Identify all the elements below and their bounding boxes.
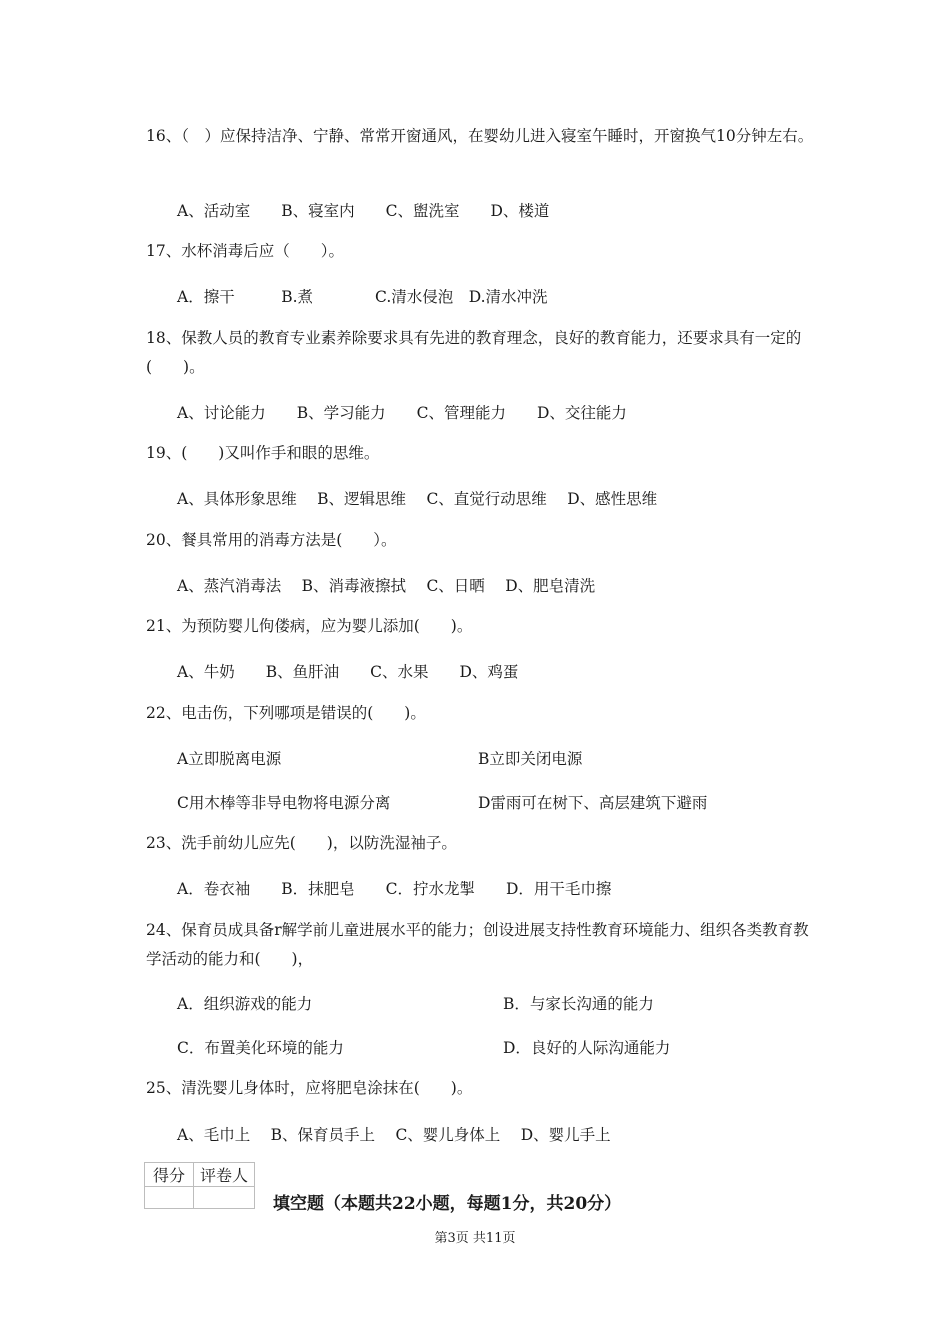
question-24-option-a: A．组织游戏的能力 bbox=[177, 995, 313, 1013]
question-24-option-b: B．与家长沟通的能力 bbox=[503, 995, 654, 1013]
question-18-options: A、讨论能力 B、学习能力 C、管理能力 D、交往能力 bbox=[177, 404, 627, 422]
question-19-options: A、具体形象思维 B、逻辑思维 C、直觉行动思维 D、感性思维 bbox=[177, 490, 658, 508]
question-25: 25、清洗婴儿身体时，应将肥皂涂抹在( )。 bbox=[146, 1079, 473, 1097]
reviewer-cell bbox=[194, 1187, 255, 1209]
question-23-options: A．卷衣袖 B．抹肥皂 C．拧水龙掣 D．用干毛巾擦 bbox=[177, 880, 612, 898]
page-footer: 第3页 共11页 bbox=[434, 1231, 516, 1246]
section-title: 填空题（本题共22小题，每题1分，共20分） bbox=[273, 1194, 622, 1214]
question-25-options: A、毛巾上 B、保育员手上 C、婴儿身体上 D、婴儿手上 bbox=[177, 1126, 611, 1144]
question-16-options: A、活动室 B、寝室内 C、盥洗室 D、楼道 bbox=[177, 202, 550, 220]
question-22-option-d: D雷雨可在树下、高层建筑下避雨 bbox=[478, 794, 708, 812]
reviewer-label: 评卷人 bbox=[194, 1163, 255, 1187]
question-17: 17、水杯消毒后应（ ）。 bbox=[146, 242, 344, 260]
question-21: 21、为预防婴儿佝偻病，应为婴儿添加( )。 bbox=[146, 617, 473, 635]
question-22-option-b: B立即关闭电源 bbox=[478, 750, 583, 768]
question-22-option-c: C用木棒等非导电物将电源分离 bbox=[177, 794, 391, 812]
question-24-option-c: C．布置美化环境的能力 bbox=[177, 1039, 344, 1057]
question-22: 22、电击伤，下列哪项是错误的( )。 bbox=[146, 704, 426, 722]
score-label: 得分 bbox=[145, 1163, 194, 1187]
question-17-options: A．擦干 B.煮 C.清水侵泡 D.清水冲洗 bbox=[177, 288, 548, 306]
question-24-option-d: D．良好的人际沟通能力 bbox=[503, 1039, 671, 1057]
question-16: 16、（ ）应保持洁净、宁静、常常开窗通风，在婴幼儿进入寝室午睡时，开窗换气10分钟左右。 bbox=[146, 127, 814, 145]
score-table bbox=[144, 1162, 255, 1209]
question-20-options: A、蒸汽消毒法 B、消毒液擦拭 C、日晒 D、肥皂清洗 bbox=[177, 577, 596, 595]
question-24: 24、保育员成具备r解学前儿童进展水平的能力；创设进展支持性教育环境能力、组织各类教育教学活动的能力和( )， bbox=[146, 921, 809, 968]
question-23: 23、洗手前幼儿应先( )，以防洗湿袖子。 bbox=[146, 834, 457, 852]
score-cell bbox=[145, 1187, 194, 1209]
question-18: 18、保教人员的教育专业素养除要求具有先进的教育理念，良好的教育能力，还要求具有一定的( )。 bbox=[146, 329, 802, 376]
question-22-option-a: A立即脱离电源 bbox=[177, 750, 282, 768]
question-20: 20、餐具常用的消毒方法是( ）。 bbox=[146, 531, 397, 549]
question-21-options: A、牛奶 B、鱼肝油 C、水果 D、鸡蛋 bbox=[177, 663, 519, 681]
question-19: 19、( )又叫作手和眼的思维。 bbox=[146, 444, 380, 462]
